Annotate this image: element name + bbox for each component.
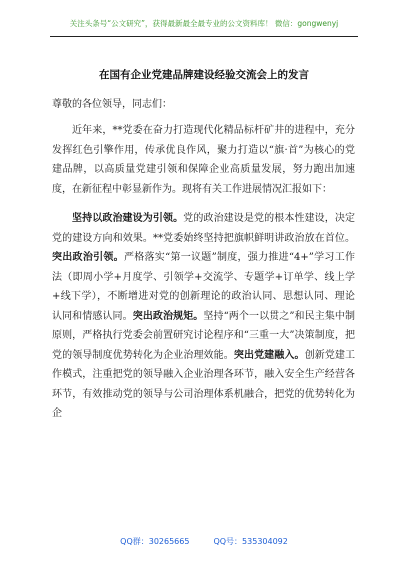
header-divider	[50, 36, 358, 37]
paragraph-text: 创新党建工作模式，注重把党的领导融入企业治理各环节，融入安全生产经营各环节，有效推动党的领导与公司治理体系机融合，把党的优势转化为企	[52, 349, 356, 419]
salutation: 尊敬的各位领导，同志们：	[52, 99, 172, 110]
qq-group-text: QQ群：30265665	[120, 537, 190, 546]
qq-number-text: QQ号：535304092	[213, 537, 288, 546]
paragraph-text: 坚持“两个一以贯之”和民主集中制原则，严格执行党委会前置研究讨论程序和“三重一大”决策制度，把党的领导制度优势转化为企业治理效能。	[52, 310, 356, 361]
paragraph-text: 党的政治建设是党的根本性建设，决定党的建设方向和效果。**党委始终坚持把旗帜鲜明讲政治放在首位。	[52, 213, 356, 244]
bold-heading-political-guidance: 突出政治引领。	[52, 252, 124, 263]
bold-heading-political-building: 坚持以政治建设为引领。	[72, 213, 184, 224]
contact-footer	[0, 536, 408, 547]
document-title: 在国有企业党建品牌建设经验交流会上的发言	[99, 69, 309, 81]
bold-heading-party-integration: 突出党建融入。	[233, 349, 305, 361]
bold-heading-political-rules: 突出政治规矩。	[132, 310, 204, 322]
promo-header: 关注头条号“公文研究”，获得最新最全最专业的公文资料库！ 微信：gongwenyj	[69, 19, 339, 28]
paragraph-intro: 近年来，**党委在奋力打造现代化精品标杆矿井的进程中，充分发挥红色引擎作用，传承优良作风，聚力打造以“旗·首”为核心的党建品牌，以高质量党建引领和保障企业高质量发展，努力跑出加速度，在新征程中彰显新作为。现将有关工作进展情况汇报如下：	[52, 125, 355, 195]
document-body	[52, 121, 355, 424]
paragraph-political-building	[52, 209, 355, 424]
paragraph-text: 严格落实“第一议题”制度，强力推进“4+”学习工作法（即周小学+月度学、引领学+交流学、专题学+订单学、线上学+线下学），不断增进对党的创新理论的政治认同、思想认同、理论认同和情感认同。	[52, 252, 355, 322]
